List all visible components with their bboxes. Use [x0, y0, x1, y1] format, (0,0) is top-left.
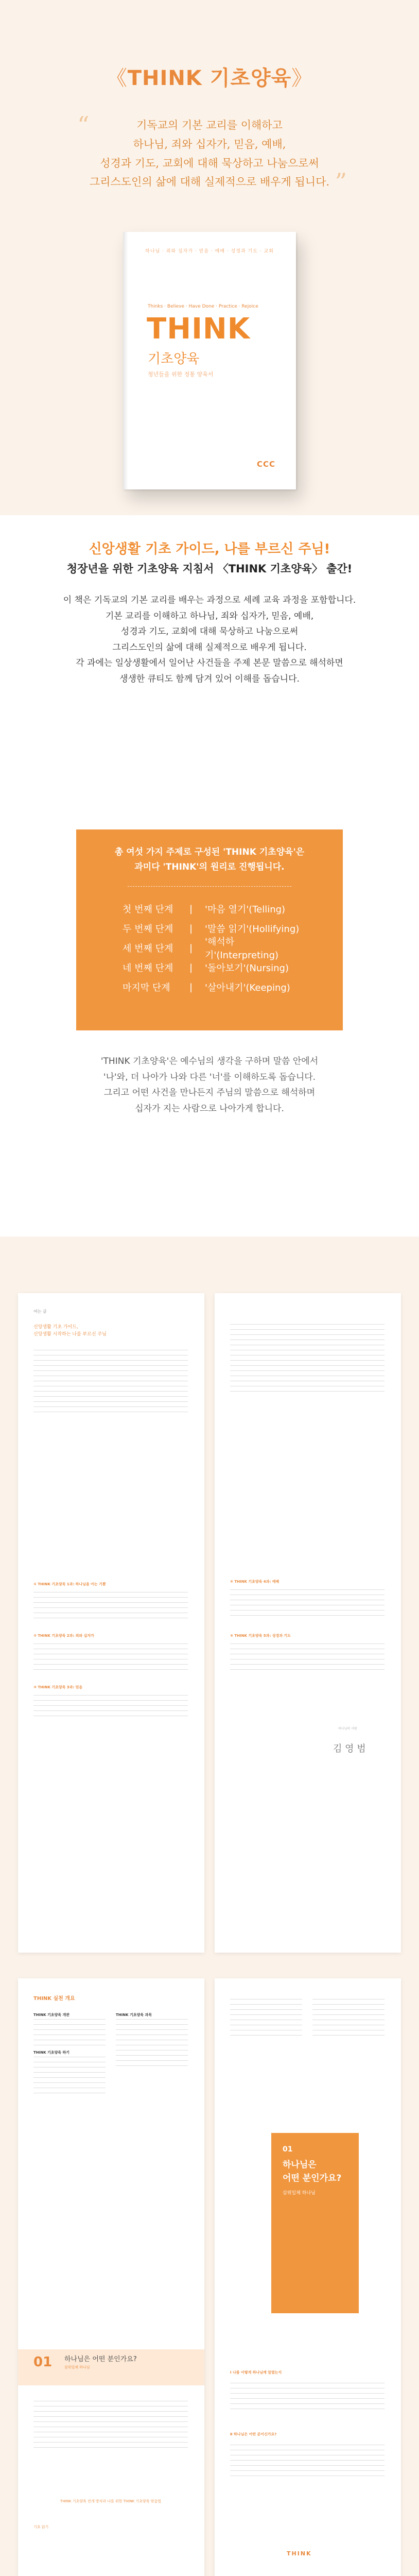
intro-paragraph: 이 책은 기독교의 기본 교리를 배우는 과정으로 세례 교육 과정을 포함합니다. 기본 교리를 이해하고 하나님, 죄와 십자가, 믿음, 예배, 성경과 기도, 교회에 대해 묵상하고 나눔으로써 그리스도인의 삶에 대해 실제적으로 배우게 됩니다. 각 과에는 일상생활에서 일어난 사건들을 주제 본문 말씀으로 해석하면 생생한 큐티도 함께 담겨 있어 이해를 돕습니다.	[63, 595, 356, 684]
book-title-kr: 기초양육	[148, 351, 200, 367]
think-logo: THINK	[287, 2550, 312, 2557]
overview-column: THINK 기초양육 개관 THINK 기초양육 하기	[33, 2009, 106, 2098]
book-title: THINK	[147, 312, 251, 346]
book-cover-image	[123, 232, 296, 489]
divider	[128, 886, 291, 887]
overview-column: THINK 기초양육 과목	[116, 2009, 188, 2071]
chapter-subtitle: 삼위일체 하나님	[283, 2191, 316, 2196]
page-heading: THINK 실천 개요	[33, 1996, 75, 2002]
answer-lines	[230, 2445, 385, 2481]
overview-note: THINK 기초양육 전개 방식과 나를 위한 THINK 기초양육 맞춤법	[60, 2499, 161, 2503]
publisher-logo: CCC	[256, 460, 275, 469]
step-item: 첫 번째 단계 | '마음 열기'(Telling)	[123, 903, 286, 915]
section-heading: ④ THINK 기초양육 4과: 예배	[230, 1580, 280, 1584]
book-tagline: 청년들을 위한 정통 양육서	[148, 371, 214, 378]
answer-lines	[230, 2383, 385, 2414]
quote-line: 기독교의 기본 교리를 이해하고	[136, 119, 283, 131]
intro-section	[0, 515, 419, 1236]
step-item: 세 번째 단계 | '해석하기'(Interpreting)	[123, 937, 279, 961]
section-heading: ⑤ THINK 기초양육 5과: 성경과 기도	[230, 1634, 291, 1638]
signature: 김 영 범	[333, 1743, 366, 1754]
question-heading: Ⅱ 하나님은 어떤 분이신가요?	[230, 2432, 277, 2436]
preview-page-preface-cont	[215, 1293, 401, 1953]
body-text-block	[33, 2401, 188, 2452]
chapter-title: 하나님은 어떤 분인가요?	[283, 2160, 342, 2183]
preview-page-chapter-opener	[215, 1978, 401, 2576]
step-item: 마지막 단계 | '살아내기'(Keeping)	[123, 981, 290, 993]
quote-line: 그리스도인의 삶에 대해 실제적으로 배우게 됩니다.	[89, 176, 330, 189]
body-text-block	[312, 1999, 385, 2040]
chapter-card	[271, 2133, 359, 2313]
preview-section	[0, 1236, 419, 2576]
intro-subheadline: 청장년을 위한 기초양육 지침서 〈THINK 기초양육〉 출간!	[66, 563, 353, 575]
quote-line: 성경과 기도, 교회에 대해 묵상하고 나눔으로써	[100, 157, 319, 170]
body-text-block	[230, 1324, 385, 1396]
body-text-block	[230, 1643, 385, 1674]
close-quote-icon: ”	[335, 168, 347, 196]
book-subtitle: Thinks · Believe · Have Done · Practice · Rejoice	[148, 304, 258, 309]
step-item: 네 번째 단계 | '돌아보기'(Nursing)	[123, 962, 289, 974]
page-label: 여는 글	[33, 1309, 47, 1314]
side-label: 기초 읽기	[33, 2525, 49, 2529]
body-text-block	[230, 1589, 385, 1620]
body-text-block	[33, 1350, 188, 1417]
section-heading: ③ THINK 기초양육 3과: 믿음	[33, 1685, 83, 1689]
open-quote-icon: “	[77, 111, 90, 139]
preview-page-preface	[18, 1293, 204, 1953]
signature-label: 하나님의 사람	[338, 1727, 357, 1731]
chapter-number: 01	[283, 2145, 293, 2154]
book-topics: 하나님 · 죄와 십자가 · 믿음 · 예배 · 성경과 기도 · 교회	[145, 249, 274, 254]
page-heading: 신앙생활 기초 가이드, 신앙생활 시작하는 나를 부르신 주님	[33, 1325, 107, 1337]
chapter-number: 01	[33, 2354, 53, 2370]
question-heading: Ⅰ 나를 어떻게 하나님께 알렸는지	[230, 2370, 282, 2375]
body-text-block	[33, 1643, 188, 1674]
body-text-block	[33, 1592, 188, 1623]
quote-line: 하나님, 죄와 십자가, 믿음, 예배,	[133, 138, 286, 150]
steps-box	[76, 829, 343, 1030]
body-text-block	[33, 1695, 188, 1721]
hero-section	[0, 0, 419, 515]
page-title: 《THINK 기초양육》	[106, 66, 313, 90]
steps-box-title: 총 여섯 가지 주제로 구성된 'THINK 기초양육'은 과미다 'THINK'의 원리로 진행됩니다.	[114, 847, 305, 872]
section-heading: ② THINK 기초양육 2과: 죄와 십자가	[33, 1634, 94, 1638]
step-item: 두 번째 단계 | '말씀 읽기'(Hollifying)	[123, 923, 300, 935]
chapter-title: 하나님은 어떤 분인가요?	[64, 2355, 137, 2363]
steps-list	[123, 899, 308, 997]
intro-headline: 신앙생활 기초 가이드, 나를 부르신 주님!	[89, 541, 330, 557]
body-text-block	[230, 1999, 302, 2040]
hero-quote	[62, 111, 357, 196]
preview-page-overview	[18, 1978, 204, 2576]
outro-paragraph: 'THINK 기초양육'은 예수님의 생각을 구하며 말씀 안에서 '나'와, 더 나아가 나와 다른 '너'를 이해하도록 돕습니다. 그리고 어떤 사건을 만나든지 주님의 말씀으로 해석하며 십자가 지는 사람으로 나아가게 합니다.	[100, 1056, 319, 1114]
section-heading: ① THINK 기초양육 1과: 하나님을 아는 기쁨	[33, 1582, 106, 1586]
chapter-subtitle: 삼위일체 하나님	[64, 2365, 90, 2369]
